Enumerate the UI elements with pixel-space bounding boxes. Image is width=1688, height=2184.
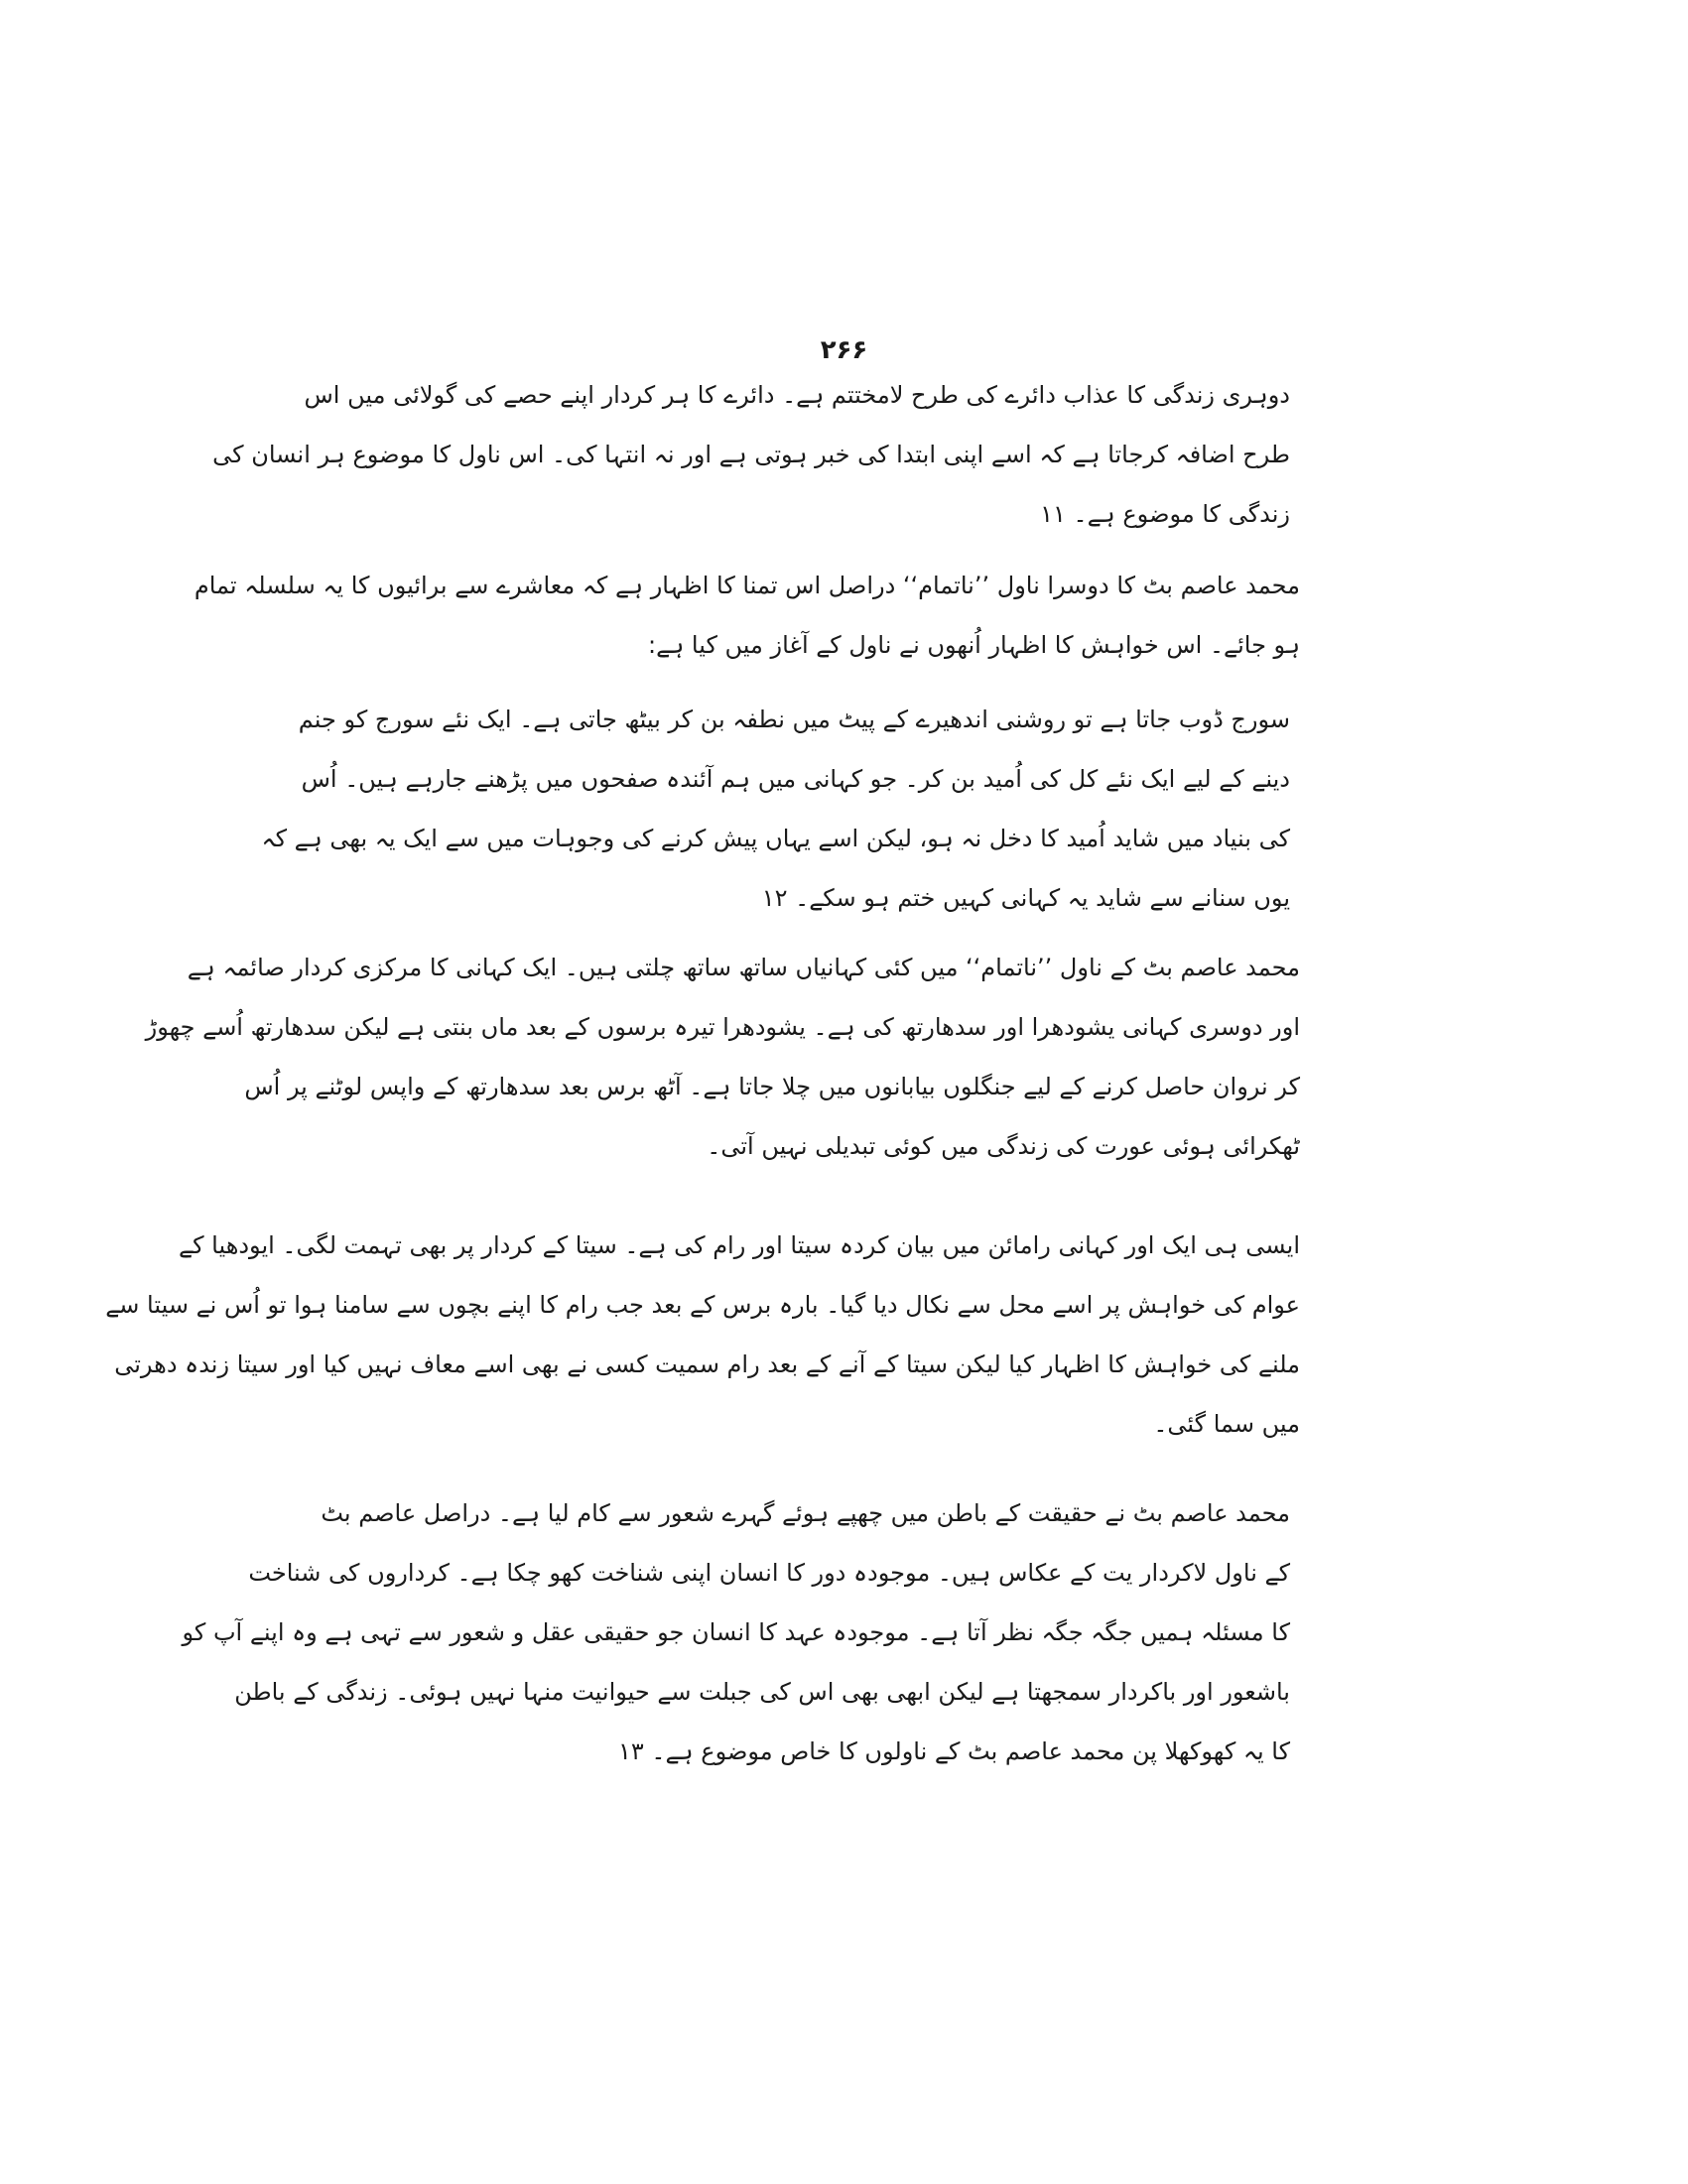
text-line: طرح اضافہ کرجاتا ہے کہ اسے اپنی ابتدا کی خبر ہوتی ہے اور نہ انتہا کی۔ اس ناول کا موضوع ہر انسان کی [212,441,1290,468]
text-line: محمد عاصم بٹ نے حقیقت کے باطن میں چھپے ہوئے گہرے شعور سے کام لیا ہے۔ دراصل عاصم بٹ [321,1499,1290,1527]
text-line: ٹھکرائی ہوئی عورت کی زندگی میں کوئی تبدیلی نہیں آتی۔ [707,1132,1300,1160]
text-line: میں سما گئی۔ [1153,1410,1300,1438]
quote-paragraph-1 [212,365,1290,544]
page-number: ۲۶۶ [820,335,868,365]
quote-paragraph-3 [182,1483,1290,1781]
body-paragraph-3 [105,1216,1300,1454]
body-paragraph-2 [145,938,1300,1176]
quote-paragraph-2 [261,690,1290,928]
text-line: کا مسئلہ ہمیں جگہ جگہ نظر آتا ہے۔ موجودہ عہد کا انسان جو حقیقی عقل و شعور سے تہی ہے وہ اپنے آپ کو [182,1618,1290,1646]
text-line: دینے کے لیے ایک نئے کل کی اُمید بن کر۔ جو کہانی میں ہم آئندہ صفحوں میں پڑھنے جارہے ہیں۔ اُس [301,765,1290,793]
text-line: کے ناول لاکردار یت کے عکاس ہیں۔ موجودہ دور کا انسان اپنی شناخت کھو چکا ہے۔ کرداروں کی شناخت [248,1559,1290,1587]
text-line: ایسی ہی ایک اور کہانی رامائن میں بیان کردہ سیتا اور رام کی ہے۔ سیتا کے کردار پر بھی تہمت لگی۔ ایودھیا کے [179,1231,1300,1259]
body-paragraph-1 [194,556,1300,675]
text-line: محمد عاصم بٹ کے ناول ’’ناتمام‘‘ میں کئی کہانیاں ساتھ ساتھ چلتی ہیں۔ ایک کہانی کا مرکزی کردار صائمہ ہے [187,954,1300,981]
text-line: زندگی کا موضوع ہے۔ ۱۱ [1040,500,1290,528]
text-line: یوں سنانے سے شاید یہ کہانی کہیں ختم ہو سکے۔ ۱۲ [761,884,1290,912]
text-line: سورج ڈوب جاتا ہے تو روشنی اندھیرے کے پیٹ میں نطفہ بن کر بیٹھ جاتی ہے۔ ایک نئے سورج کو جنم [298,706,1290,733]
text-line: کر نروان حاصل کرنے کے لیے جنگلوں بیابانوں میں چلا جاتا ہے۔ آٹھ برس بعد سدھارتھ کے واپس لوٹنے پر اُس [244,1073,1300,1100]
text-line: محمد عاصم بٹ کا دوسرا ناول ’’ناتمام‘‘ دراصل اس تمنا کا اظہار ہے کہ معاشرے سے برائیوں کا یہ سلسلہ تمام [194,572,1300,599]
text-line: عوام کی خواہش پر اسے محل سے نکال دیا گیا۔ بارہ برس کے بعد جب رام کا اپنے بچوں سے سامنا ہوا تو اُس نے سیتا سے [105,1291,1300,1319]
text-line: کا یہ کھوکھلا پن محمد عاصم بٹ کے ناولوں کا خاص موضوع ہے۔ ۱۳ [618,1737,1290,1765]
text-line: کی بنیاد میں شاید اُمید کا دخل نہ ہو، لیکن اسے یہاں پیش کرنے کی وجوہات میں سے ایک یہ بھی ہے کہ [261,825,1290,852]
text-line: اور دوسری کہانی یشودھرا اور سدھارتھ کی ہے۔ یشودھرا تیرہ برسوں کے بعد ماں بنتی ہے لیکن سدھارتھ اُسے چھوڑ [145,1013,1300,1041]
text-line: ہو جائے۔ اس خواہش کا اظہار اُنھوں نے ناول کے آغاز میں کیا ہے: [648,631,1300,659]
text-line: باشعور اور باکردار سمجھتا ہے لیکن ابھی بھی اس کی جبلت سے حیوانیت منہا نہیں ہوئی۔ زندگی کے باطن [234,1678,1290,1706]
text-line: ملنے کی خواہش کا اظہار کیا لیکن سیتا کے آنے کے بعد رام سمیت کسی نے بھی اسے معاف نہیں کیا اور سیتا زندہ دھرتی [114,1350,1300,1378]
text-line: دوہری زندگی کا عذاب دائرے کی طرح لامختتم ہے۔ دائرے کا ہر کردار اپنے حصے کی گولائی میں اس [304,381,1290,409]
